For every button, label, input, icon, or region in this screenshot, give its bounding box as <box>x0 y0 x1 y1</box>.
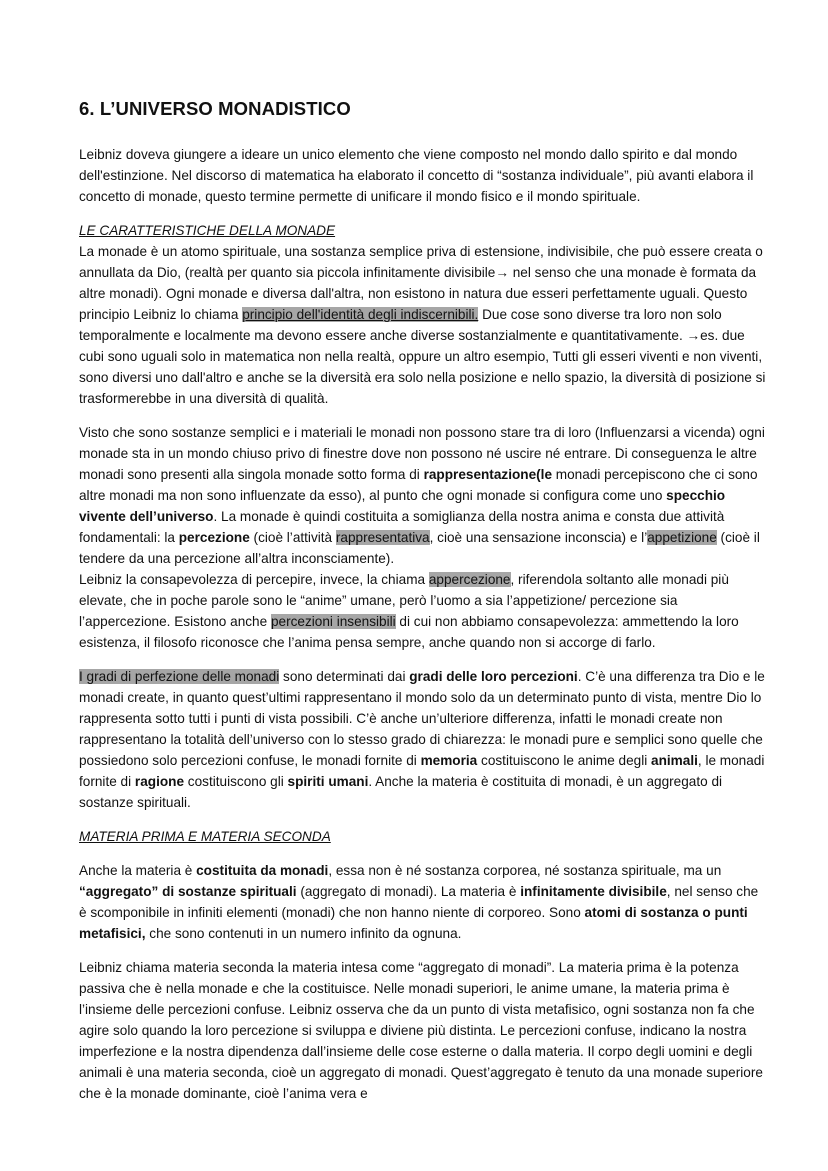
intro-paragraph: Leibniz doveva giungere a ideare un unico elemento che viene composto nel mondo dallo spirito e dal mondo dell'estinzione. Nel discorso di matematica ha elaborato il concetto di “sostanza individuale”, più avanti elabora il concetto di monade, questo termine permette di unificare il mondo fisico e il mondo spirituale. <box>79 147 754 204</box>
highlight-appetizione: appetizione <box>647 530 717 545</box>
highlight-appercezione: appercezione <box>428 572 511 587</box>
section-heading-materia: MATERIA PRIMA E MATERIA SECONDA <box>79 829 331 844</box>
section-heading-caratteristiche: LE CARATTERISTICHE DELLA MONADE <box>79 223 336 238</box>
paragraph-monade-definition: La monade è un atomo spirituale, una sostanza semplice priva di estensione, indivisibile, che può essere creata o annullata da Dio, (realtà per quanto sia piccola infinitamente divisibile→ nel senso che una monade è formata da altre monadi). Ogni monade e diversa dall'altra, non esistono in natura due esseri perfettamente uguali. Questo principio Leibniz lo chiama principio dell'identità degli indiscernibili. Due cose sono diverse tra loro non solo temporalmente e localmente ma devono essere anche diverse sostanzialmente e quantitativamente. →es. due cubi sono uguali solo in matematica non nella realtà, oppure un altro esempio, Tutti gli esseri viventi e non viventi, sono diversi uno dall'altro e anche se la diversità era solo nella posizione e nello spazio, la diversità di posizione si trasformerebbe in una diversità di qualità. <box>79 244 766 406</box>
paragraph-materia-seconda: Leibniz chiama materia seconda la materia intesa come “aggregato di monadi”. La materia prima è la potenza passiva che è nella monade e che la costituisce. Nelle monadi superiori, le anime umane, la materia prima è l’insieme delle percezioni confuse. Leibniz osserva che da un punto di vista metafisico, ogni sostanza non fa che agire solo quando la loro percezione si sviluppa e diviene più distinta. Le percezioni confuse, indicano la nostra imperfezione e la nostra dipendenza dall’insieme delle cose esterne o dalla materia. Il corpo degli uomini e degli animali è una materia seconda, cioè un aggregato di monadi. Quest’aggregato è tenuto da una monade superiore che è la monade dominante, cioè l’anima vera e <box>79 960 763 1101</box>
highlight-rappresentativa: rappresentativa <box>335 530 430 545</box>
highlight-indiscernibili: principio dell'identità degli indiscernibili. <box>242 307 479 322</box>
paragraph-monade-activities: Visto che sono sostanze semplici e i materiali le monadi non possono stare tra di loro (Influenzarsi a vicenda) ogni monade sta in un mondo chiuso privo di finestre dove non possono né uscire né entrare. Di conseguenza le altre monadi sono presenti alla singola monade sotto forma di rappresentazione(le monadi percepiscono che ci sono altre monadi ma non sono influenzate da esso), al punto che ogni monade si configura come uno specchio vivente dell’universo. La monade è quindi costituita a somiglianza della nostra anima e consta due attività fondamentali: la percezione (cioè l’attività rappresentativa, cioè una sensazione inconscia) e l’appetizione (cioè il tendere da una percezione all’altra inconsciamente). Leibniz la consapevolezza di percepire, invece, la chiama appercezione, riferendola soltanto alle monadi più elevate, che in poche parole sono le “anime” umane, però l’uomo a sia l’appetizione/ percezione sia l’appercezione. Esistono anche percezioni insensibili di cui non abbiamo consapevolezza: ammettendo la loro esistenza, il filosofo riconosce che l’anima pensa sempre, anche quando non si accorge di farlo. <box>79 425 765 650</box>
highlight-percezioni-insensibili: percezioni insensibili <box>270 614 396 629</box>
page-title: 6. L’UNIVERSO MONADISTICO <box>79 98 351 119</box>
paragraph-gradi-perfezione: I gradi di perfezione delle monadi sono determinati dai gradi delle loro percezioni. C’è una differenza tra Dio e le monadi create, in quanto quest’ultimi rappresentano il mondo solo da un determinato punto di vista, mentre Dio lo rappresenta sotto tutti i punti di vista possibili. C’è anche un’ulteriore differenza, infatti le monadi create non rappresentano la totalità dell’universo con lo stesso grado di chiarezza: le monadi pure e semplici sono quelle che possiedono solo percezioni confuse, le monadi fornite di memoria costituiscono le anime degli animali, le monadi fornite di ragione costituiscono gli spiriti umani. Anche la materia è costituita di monadi, è un aggregato di sostanze spirituali. <box>79 669 765 810</box>
highlight-gradi-perfezione: I gradi di perfezione delle monadi <box>79 669 280 684</box>
paragraph-materia-monadi: Anche la materia è costituita da monadi, essa non è né sostanza corporea, né sostanza spirituale, ma un “aggregato” di sostanze spirituali (aggregato di monadi). La materia è infinitamente divisibile, nel senso che è scomponibile in infiniti elementi (monadi) che non hanno niente di corporeo. Sono atomi di sostanza o punti metafisici, che sono contenuti in un numero infinito da ognuna. <box>79 863 759 941</box>
